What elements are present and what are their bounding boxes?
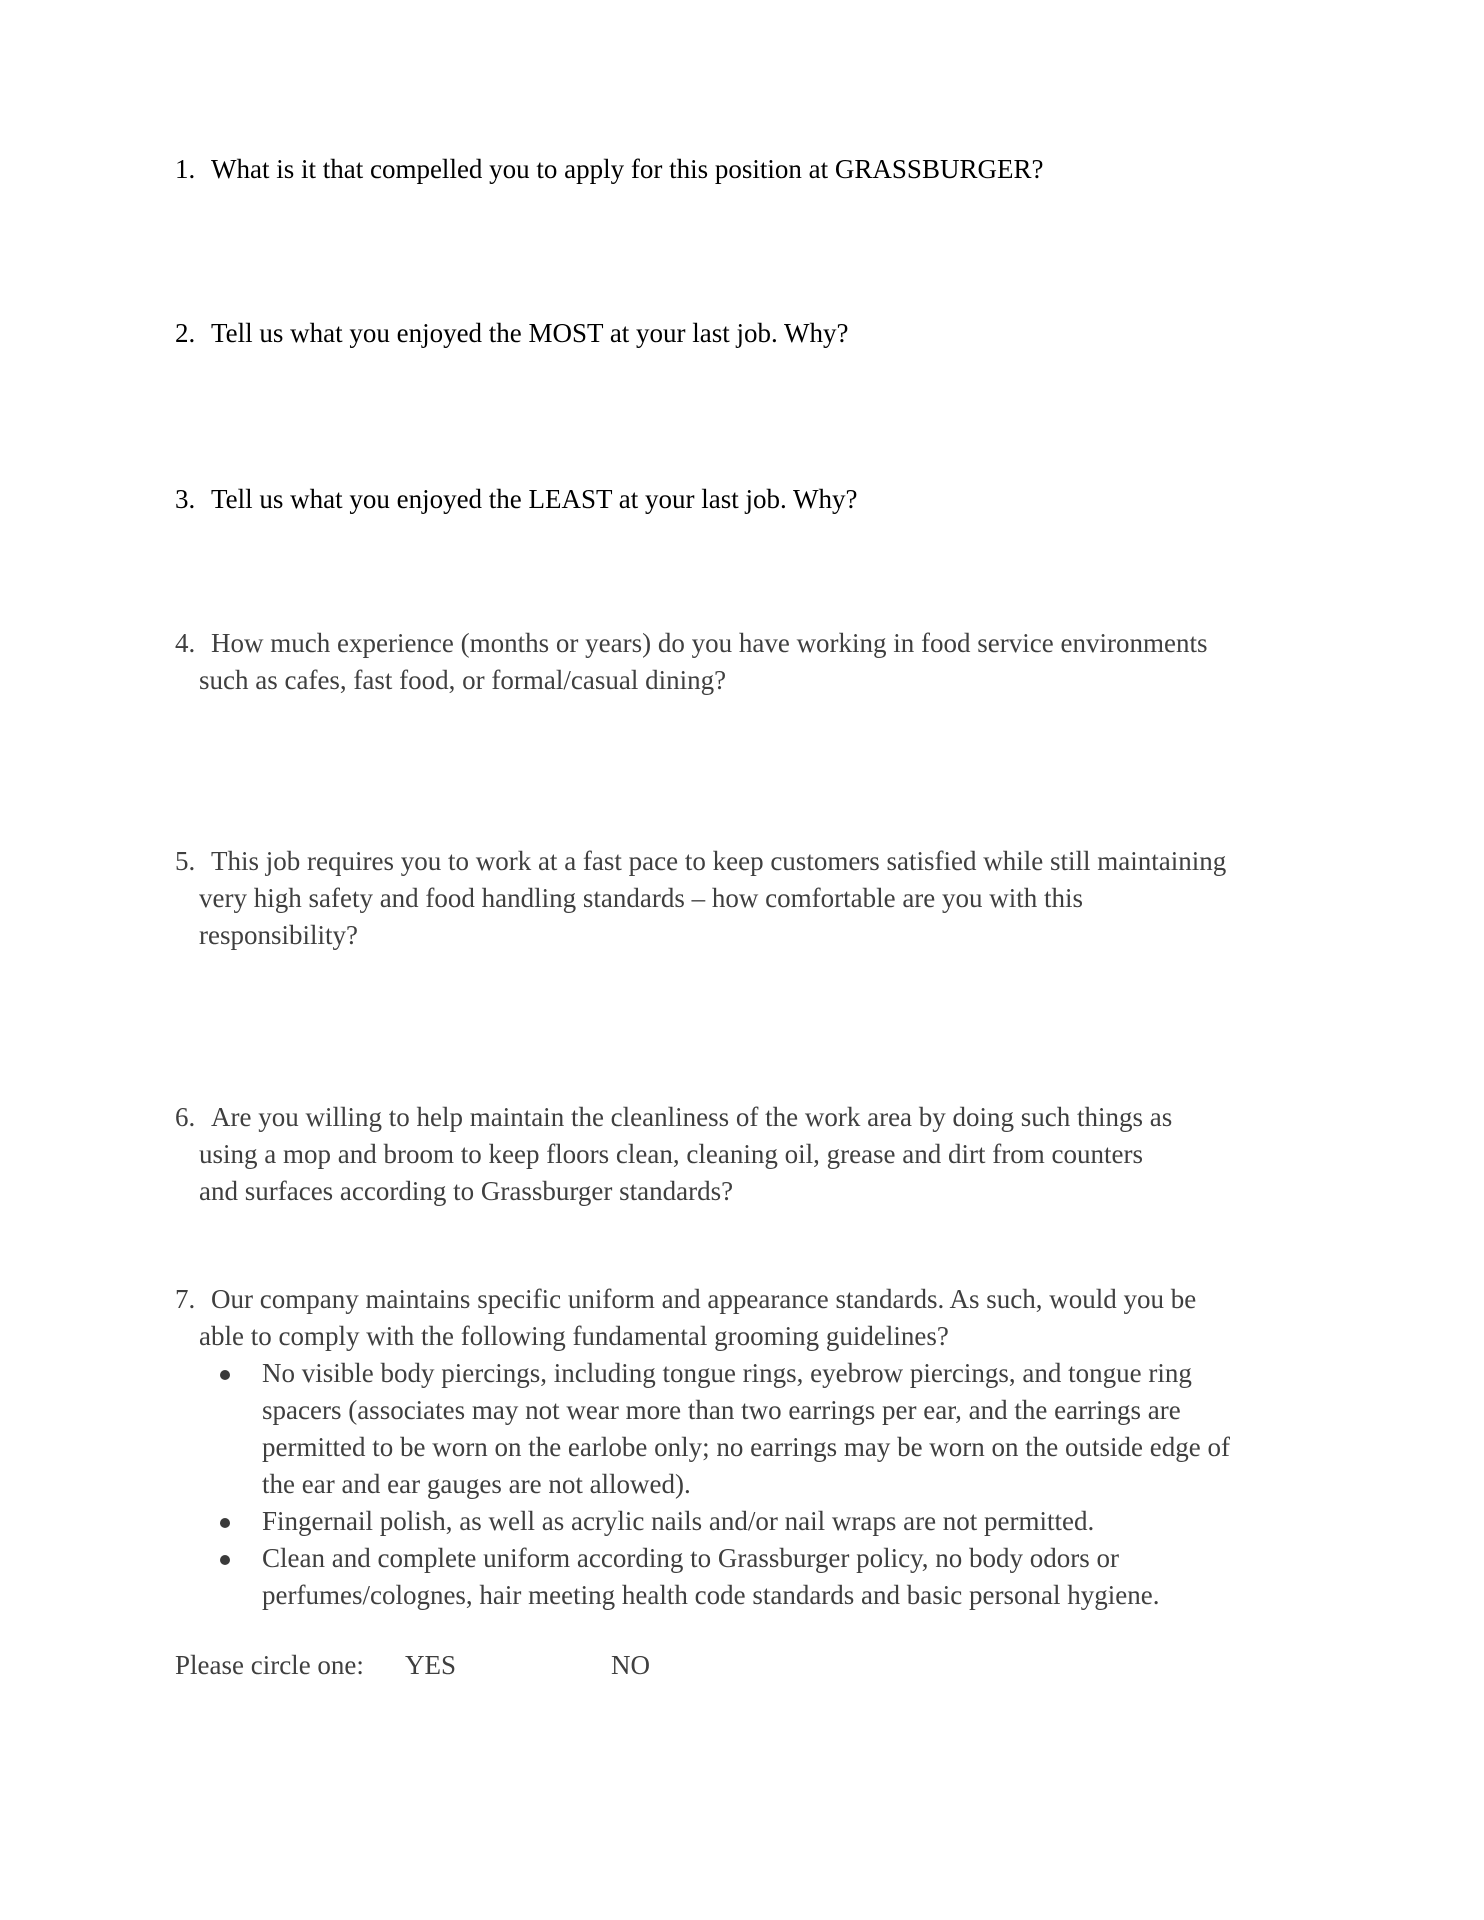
bullet-icon <box>220 1518 230 1528</box>
question-1-line: 1. What is it that compelled you to apply for this position at GRASSBURGER? <box>175 151 1325 188</box>
question-7-line-1: 7. Our company maintains specific uniform and appearance standards. As such, would you be <box>175 1281 1325 1318</box>
question-6-line-2: using a mop and broom to keep floors clean, cleaning oil, grease and dirt from counters <box>199 1139 1143 1169</box>
list-item: Fingernail polish, as well as acrylic nails and/or nail wraps are not permitted. <box>175 1503 1325 1540</box>
bullet-icon <box>220 1370 230 1380</box>
question-number: 2. <box>175 318 196 348</box>
question-5-line-3: responsibility? <box>199 920 358 950</box>
list-item: No visible body piercings, including tongue rings, eyebrow piercings, and tongue ring spacers (associates may not wear more than two earrings per ear, and the earrings are permitted to be worn on the earlobe only; no earrings may be worn on the outside edge of the ear and ear gauges are not allowed). <box>175 1355 1325 1503</box>
question-6 <box>175 1099 1325 1210</box>
question-5-line-2: very high safety and food handling standards – how comfortable are you with this <box>199 883 1084 913</box>
question-4-line-1: 4. How much experience (months or years) do you have working in food service environments <box>175 625 1325 662</box>
question-number: 5. <box>175 846 196 876</box>
question-4 <box>175 625 1325 699</box>
question-number: 1. <box>175 154 196 184</box>
question-3 <box>175 481 1325 518</box>
question-number: 6. <box>175 1102 196 1132</box>
question-5-line-1: 5. This job requires you to work at a fast pace to keep customers satisfied while still maintaining <box>175 843 1325 880</box>
list-item: Clean and complete uniform according to Grassburger policy, no body odors or perfumes/colognes, hair meeting health code standards and basic personal hygiene. <box>175 1540 1325 1614</box>
yes-option[interactable]: YES <box>405 1650 457 1680</box>
question-4-line-2: such as cafes, fast food, or formal/casual dining? <box>199 665 727 695</box>
question-7-line-2: able to comply with the following fundamental grooming guidelines? <box>199 1321 949 1351</box>
question-number: 4. <box>175 628 196 658</box>
question-number: 3. <box>175 484 196 514</box>
question-6-line-3: and surfaces according to Grassburger standards? <box>199 1176 734 1206</box>
question-6-line-1: 6. Are you willing to help maintain the cleanliness of the work area by doing such things as <box>175 1099 1325 1136</box>
question-7 <box>175 1281 1325 1614</box>
no-option[interactable]: NO <box>611 1650 650 1680</box>
question-5 <box>175 843 1325 954</box>
question-1 <box>175 151 1325 188</box>
circle-one-prompt <box>175 1647 650 1684</box>
question-2-line: 2. Tell us what you enjoyed the MOST at your last job. Why? <box>175 315 1325 352</box>
bullet-icon <box>220 1555 230 1565</box>
question-3-line: 3. Tell us what you enjoyed the LEAST at your last job. Why? <box>175 481 1325 518</box>
question-2 <box>175 315 1325 352</box>
question-number: 7. <box>175 1284 196 1314</box>
circle-one-label: Please circle one: <box>175 1650 364 1680</box>
grooming-guidelines-list <box>175 1355 1325 1614</box>
